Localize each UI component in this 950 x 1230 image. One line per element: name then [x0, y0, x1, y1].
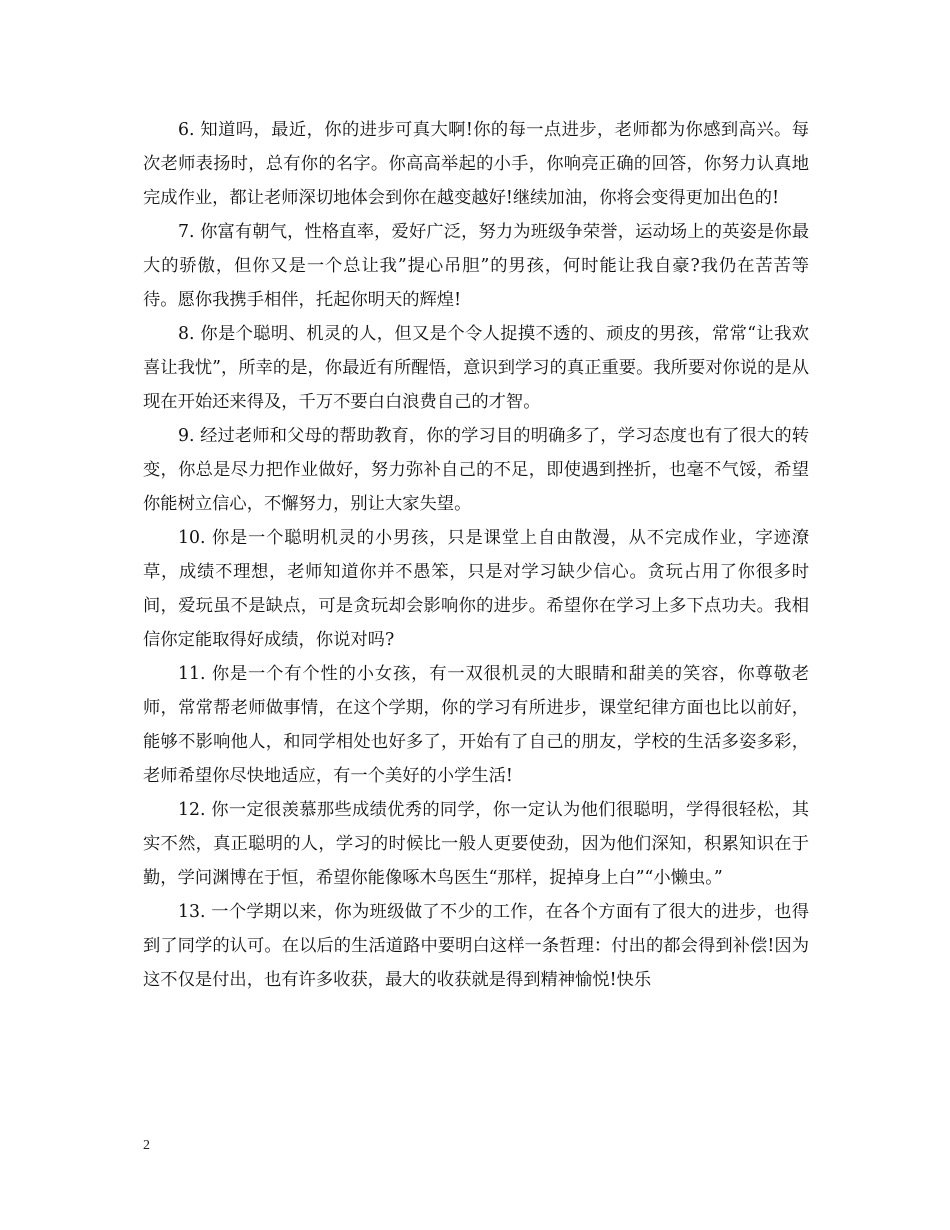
paragraph-8: 8. 你是个聪明、机灵的人，但又是个令人捉摸不透的、顽皮的男孩，常常“让我欢喜让我忧”，所幸的是，你最近有所醒悟，意识到学习的真正重要。我所要对你说的是从现在开始还来得及，千万不要白白浪费自己的才智。	[143, 324, 809, 412]
page-number: 2	[143, 1138, 150, 1153]
paragraph-7: 7. 你富有朝气，性格直率，爱好广泛，努力为班级争荣誉，运动场上的英姿是你最大的骄傲，但你又是一个总让我”提心吊胆”的男孩，何时能让我自豪?我仍在苦苦等待。愿你我携手相伴，托起你明天的辉煌!	[143, 222, 809, 310]
paragraph-10: 10. 你是一个聪明机灵的小男孩，只是课堂上自由散漫，从不完成作业，字迹潦草，成绩不理想，老师知道你并不愚笨，只是对学习缺少信心。贪玩占用了你很多时间，爱玩虽不是缺点，可是贪玩却会影响你的进步。希望你在学习上多下点功夫。我相信你定能取得好成绩，你说对吗?	[143, 528, 809, 650]
paragraph-9: 9. 经过老师和父母的帮助教育，你的学习目的明确多了，学习态度也有了很大的转变，你总是尽力把作业做好，努力弥补自己的不足，即使遇到挫折，也毫不气馁，希望你能树立信心，不懈努力，别让大家失望。	[143, 426, 809, 514]
paragraph-11: 11. 你是一个有个性的小女孩，有一双很机灵的大眼睛和甜美的笑容，你尊敬老师，常常帮老师做事情，在这个学期，你的学习有所进步，课堂纪律方面也比以前好，能够不影响他人，和同学相处也好多了，开始有了自己的朋友，学校的生活多姿多彩，老师希望你尽快地适应，有一个美好的小学生活!	[143, 664, 809, 786]
paragraph-13: 13. 一个学期以来，你为班级做了不少的工作，在各个方面有了很大的进步，也得到了同学的认可。在以后的生活道路中要明白这样一条哲理：付出的都会得到补偿!因为这不仅是付出，也有许多收获，最大的收获就是得到精神愉悦!快乐	[143, 902, 809, 990]
paragraph-6: 6. 知道吗，最近，你的进步可真大啊!你的每一点进步，老师都为你感到高兴。每次老师表扬时，总有你的名字。你高高举起的小手，你响亮正确的回答，你努力认真地完成作业，都让老师深切地体会到你在越变越好!继续加油，你将会变得更加出色的!	[143, 120, 809, 208]
document-body	[143, 113, 809, 997]
paragraph-12: 12. 你一定很羡慕那些成绩优秀的同学，你一定认为他们很聪明，学得很轻松，其实不然，真正聪明的人，学习的时候比一般人更要使劲，因为他们深知，积累知识在于勤，学问渊博在于恒，希望你能像啄木鸟医生“那样，捉掉身上白”“小懒虫。”	[143, 800, 809, 888]
